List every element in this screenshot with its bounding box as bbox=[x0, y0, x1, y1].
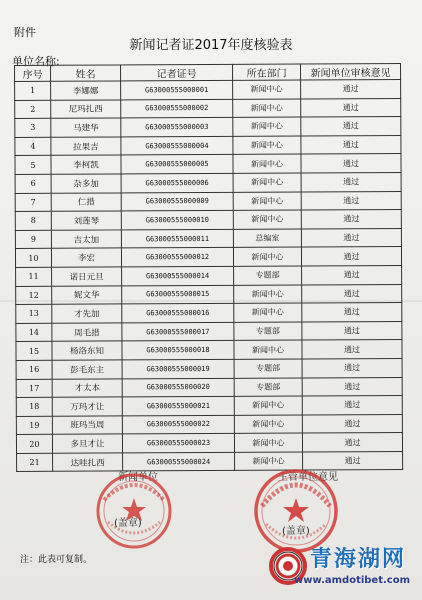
row-name: 吉太加 bbox=[51, 230, 121, 249]
row-no: 15 bbox=[16, 342, 52, 361]
row-no: 1 bbox=[15, 81, 51, 100]
row-name: 刘莲琴 bbox=[51, 211, 121, 230]
row-department: 专题部 bbox=[234, 266, 302, 285]
row-card-number: G63000555000014 bbox=[122, 266, 234, 285]
row-no: 10 bbox=[15, 249, 51, 268]
row-opinion: 通过 bbox=[302, 265, 402, 284]
row-name: 诺日元旦 bbox=[52, 267, 122, 286]
row-card-number: G63000555000003 bbox=[121, 118, 233, 137]
row-opinion: 通过 bbox=[302, 303, 402, 322]
row-no: 16 bbox=[16, 360, 52, 379]
row-department: 新闻中心 bbox=[233, 173, 301, 192]
row-opinion: 通过 bbox=[301, 172, 401, 191]
row-opinion: 通过 bbox=[302, 284, 402, 303]
row-no: 7 bbox=[15, 193, 51, 212]
row-card-number: G63000555000020 bbox=[122, 378, 234, 397]
watermark-url: www.amdotibet.com bbox=[294, 575, 411, 586]
right-seal-caption: (盖章) bbox=[282, 526, 310, 537]
table-row bbox=[16, 433, 402, 454]
row-opinion: 通过 bbox=[301, 210, 401, 229]
row-no: 9 bbox=[15, 230, 51, 249]
row-department: 专题部 bbox=[234, 359, 302, 378]
left-seal-caption: (盖章) bbox=[114, 518, 142, 529]
signature-left-label: 新闻单位 bbox=[118, 472, 158, 483]
row-name: 多旦才让 bbox=[52, 434, 122, 453]
signature-right-label: 主管单位意见 bbox=[278, 472, 338, 483]
row-opinion: 通过 bbox=[301, 135, 401, 154]
row-opinion: 通过 bbox=[302, 377, 402, 396]
row-name: 李柯凯 bbox=[51, 155, 121, 174]
row-name: 才太本 bbox=[52, 378, 122, 397]
row-card-number: G63000555000022 bbox=[122, 415, 234, 434]
watermark-title: 青海湖网 bbox=[310, 547, 407, 572]
row-card-number: G63000555000006 bbox=[121, 173, 233, 192]
row-card-number: G63000555000002 bbox=[121, 99, 233, 118]
row-opinion: 通过 bbox=[302, 358, 402, 377]
col-header-opinion: 新闻单位审核意见 bbox=[300, 63, 400, 80]
table-row bbox=[15, 247, 401, 268]
table-row bbox=[15, 172, 401, 193]
row-department: 专题部 bbox=[234, 322, 302, 341]
table-row bbox=[16, 414, 402, 435]
row-name: 杨洛东知 bbox=[52, 341, 122, 360]
row-department: 新闻中心 bbox=[233, 247, 301, 266]
table-body bbox=[15, 79, 403, 471]
watermark bbox=[266, 542, 416, 592]
row-no: 4 bbox=[15, 137, 51, 156]
row-no: 5 bbox=[15, 156, 51, 175]
row-name: 尼玛扎西 bbox=[51, 100, 121, 119]
col-header-card: 记者证号 bbox=[121, 64, 233, 81]
row-department: 新闻中心 bbox=[234, 285, 302, 304]
row-no: 12 bbox=[16, 286, 52, 305]
table-header-row bbox=[15, 63, 401, 81]
row-name: 才先加 bbox=[52, 304, 122, 323]
row-name: 杂多加 bbox=[51, 174, 121, 193]
row-name: 李宏 bbox=[51, 248, 121, 267]
table-row bbox=[16, 321, 402, 342]
row-opinion: 通过 bbox=[301, 98, 401, 117]
row-no: 8 bbox=[15, 211, 51, 230]
row-opinion: 通过 bbox=[301, 228, 401, 247]
row-department: 新闻中心 bbox=[233, 192, 301, 211]
row-name: 达哇扎西 bbox=[53, 453, 123, 472]
row-department: 新闻中心 bbox=[234, 396, 302, 415]
row-card-number: G63000555000024 bbox=[123, 452, 235, 471]
row-no: 2 bbox=[15, 100, 51, 119]
row-card-number: G63000555000017 bbox=[122, 322, 234, 341]
row-card-number: G63000555000005 bbox=[121, 155, 233, 174]
row-no: 18 bbox=[16, 397, 52, 416]
row-no: 21 bbox=[17, 453, 53, 472]
table-row bbox=[15, 117, 401, 138]
row-name: 万玛才让 bbox=[52, 397, 122, 416]
col-header-name: 姓名 bbox=[51, 65, 121, 81]
col-header-no: 序号 bbox=[15, 65, 51, 81]
row-department: 新闻中心 bbox=[234, 415, 302, 434]
row-no: 3 bbox=[15, 118, 51, 137]
row-card-number: G63000555000015 bbox=[122, 285, 234, 304]
row-department: 总编室 bbox=[233, 229, 301, 248]
row-department: 新闻中心 bbox=[234, 340, 302, 359]
row-name: 彭毛东主 bbox=[52, 360, 122, 379]
table-row bbox=[15, 98, 401, 119]
row-card-number: G63000555000011 bbox=[121, 229, 233, 248]
row-card-number: G63000555000016 bbox=[122, 303, 234, 322]
row-card-number: G63000555000010 bbox=[121, 211, 233, 230]
row-opinion: 通过 bbox=[301, 154, 401, 173]
row-card-number: G63000555000023 bbox=[122, 434, 234, 453]
table-row bbox=[15, 79, 401, 100]
attachment-label: 附件 bbox=[14, 26, 36, 39]
unit-name-label: 单位名称: bbox=[12, 55, 60, 68]
row-opinion: 通过 bbox=[302, 321, 402, 340]
table-row bbox=[16, 303, 402, 324]
row-name: 妮文华 bbox=[52, 285, 122, 304]
row-opinion: 通过 bbox=[302, 396, 402, 415]
row-card-number: G63000555000018 bbox=[122, 341, 234, 360]
row-opinion: 通过 bbox=[303, 451, 403, 470]
row-name: 仁措 bbox=[51, 193, 121, 212]
row-name: 周毛措 bbox=[52, 323, 122, 342]
footnote: 注：此表可复制。 bbox=[20, 555, 93, 565]
table-row bbox=[16, 340, 402, 361]
left-seal bbox=[88, 470, 180, 552]
table-row bbox=[15, 191, 401, 212]
row-department: 专题部 bbox=[234, 377, 302, 396]
table-row bbox=[15, 154, 401, 175]
table-row bbox=[15, 228, 401, 249]
row-department: 新闻中心 bbox=[233, 80, 301, 99]
table-row bbox=[15, 210, 401, 231]
row-card-number: G63000555000021 bbox=[122, 396, 234, 415]
row-department: 新闻中心 bbox=[233, 117, 301, 136]
table-row bbox=[16, 265, 402, 286]
table-row bbox=[16, 358, 402, 379]
row-opinion: 通过 bbox=[302, 414, 402, 433]
table-row bbox=[17, 451, 403, 472]
row-card-number: G63000555000004 bbox=[121, 136, 233, 155]
row-department: 新闻中心 bbox=[233, 154, 301, 173]
table-row bbox=[16, 377, 402, 398]
row-opinion: 通过 bbox=[301, 79, 401, 98]
table-row bbox=[16, 284, 402, 305]
row-card-number: G63000555000019 bbox=[122, 359, 234, 378]
row-no: 11 bbox=[16, 267, 52, 286]
row-department: 新闻中心 bbox=[233, 136, 301, 155]
row-department: 新闻中心 bbox=[235, 452, 303, 471]
row-card-number: G63000555000009 bbox=[121, 192, 233, 211]
row-card-number: G63000555000001 bbox=[121, 80, 233, 99]
row-no: 20 bbox=[16, 435, 52, 454]
row-department: 新闻中心 bbox=[233, 210, 301, 229]
row-card-number: G63000555000012 bbox=[121, 248, 233, 267]
table-row bbox=[15, 135, 401, 156]
verification-table bbox=[14, 63, 403, 472]
row-opinion: 通过 bbox=[301, 191, 401, 210]
row-no: 17 bbox=[16, 379, 52, 398]
table-row bbox=[16, 396, 402, 417]
row-opinion: 通过 bbox=[302, 340, 402, 359]
page-title: 新闻记者证2017年度核验表 bbox=[129, 38, 293, 53]
left-seal-stamp-icon bbox=[88, 470, 180, 552]
row-name: 马建华 bbox=[51, 118, 121, 137]
row-opinion: 通过 bbox=[301, 247, 401, 266]
row-department: 新闻中心 bbox=[234, 433, 302, 452]
row-name: 班玛当周 bbox=[52, 416, 122, 435]
row-name: 拉果吉 bbox=[51, 137, 121, 156]
row-department: 新闻中心 bbox=[233, 99, 301, 118]
row-no: 13 bbox=[16, 304, 52, 323]
row-no: 19 bbox=[16, 416, 52, 435]
row-no: 14 bbox=[16, 323, 52, 342]
row-opinion: 通过 bbox=[302, 433, 402, 452]
row-department: 新闻中心 bbox=[234, 303, 302, 322]
row-no: 6 bbox=[15, 174, 51, 193]
row-name: 李娜娜 bbox=[51, 81, 121, 100]
col-header-dept: 所在部门 bbox=[232, 64, 300, 80]
row-opinion: 通过 bbox=[301, 117, 401, 136]
